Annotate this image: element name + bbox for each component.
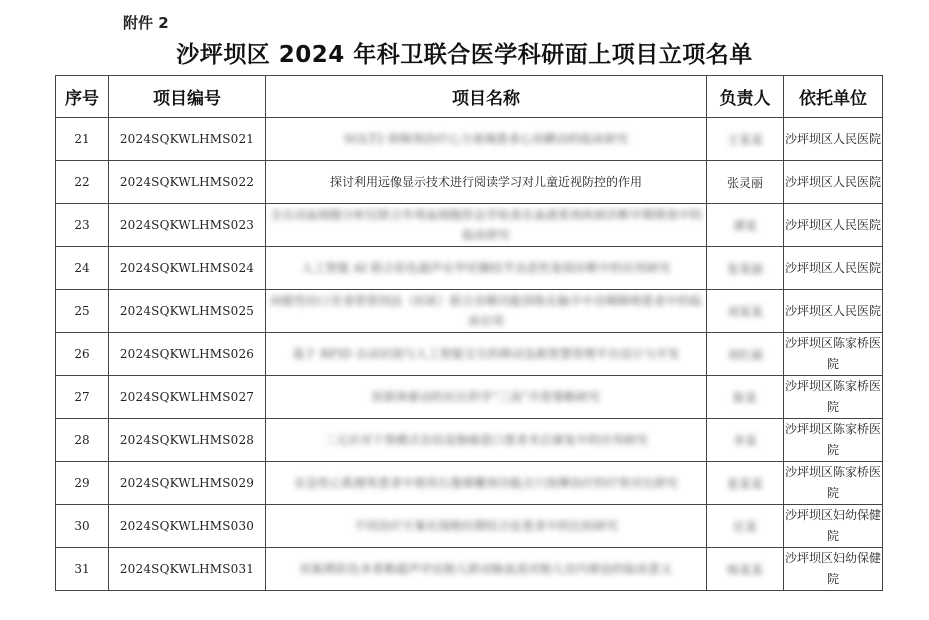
row-code-cell: [109, 419, 266, 462]
row-project-name-text: 间歇性经口至食管管饲法（IOE）联合吞咽功能训练在脑卒中吞咽障碍患者中的临床应用: [270, 294, 702, 328]
row-seq-text: 31: [74, 562, 90, 576]
table-header-row: [56, 76, 883, 118]
row-leader-text: 杨某某: [726, 562, 763, 577]
project-list-table: [55, 75, 883, 591]
row-project-name-text: 医联体驱动的社区药学“三高”共管策略研究: [371, 390, 601, 404]
row-unit-cell: [784, 161, 883, 204]
row-project-name-cell: [266, 419, 707, 462]
row-unit-text: 沙坪坝区人民医院: [784, 217, 881, 232]
row-project-name-cell: [266, 290, 707, 333]
row-project-name-text: 基于 RFID 自动识别与人工智能交互的移动急救智慧管理平台设计与开发: [292, 347, 680, 361]
row-unit-cell: [784, 247, 883, 290]
row-seq-cell: [56, 118, 109, 161]
row-leader-cell: [707, 118, 784, 161]
row-unit-text: 沙坪坝区人民医院: [784, 260, 881, 275]
row-leader-cell: [707, 462, 784, 505]
row-code-text: 2024SQKWLHMS030: [119, 519, 255, 533]
table-row: [56, 333, 883, 376]
row-unit-text: 沙坪坝区人民医院: [784, 174, 881, 189]
row-leader-text: 刘红丽: [726, 347, 763, 362]
row-seq-text: 22: [74, 175, 90, 189]
attachment-label: 附件 2: [123, 14, 169, 32]
row-unit-text: 沙坪坝区陈家桥医院: [784, 336, 881, 371]
row-seq-text: 27: [74, 390, 90, 404]
table-row: [56, 419, 883, 462]
row-project-name-cell: [266, 161, 707, 204]
row-leader-text: 张灵丽: [726, 175, 763, 190]
row-seq-cell: [56, 548, 109, 591]
row-code-text: 2024SQKWLHMS026: [119, 347, 255, 361]
row-code-text: 2024SQKWLHMS031: [119, 562, 255, 576]
row-code-cell: [109, 247, 266, 290]
row-code-text: 2024SQKWLHMS029: [119, 476, 255, 490]
row-unit-cell: [784, 118, 883, 161]
row-project-name-cell: [266, 247, 707, 290]
row-code-cell: [109, 548, 266, 591]
row-unit-cell: [784, 290, 883, 333]
table-row: [56, 376, 883, 419]
row-code-text: 2024SQKWLHMS028: [119, 433, 255, 447]
row-code-text: 2024SQKWLHMS025: [119, 304, 255, 318]
row-project-name-text: 在急性心肌梗死患者中使用石墨烯雕刻功能点穴按摩治疗的疗效对比研究: [293, 476, 678, 490]
row-code-cell: [109, 376, 266, 419]
row-leader-text: 任某: [732, 519, 757, 534]
row-project-name-cell: [266, 333, 707, 376]
row-unit-text: 沙坪坝区陈家桥医院: [784, 422, 881, 457]
row-seq-text: 21: [74, 132, 90, 146]
row-unit-text: 沙坪坝区人民医院: [784, 303, 881, 318]
header-name: 项目名称: [266, 76, 707, 118]
row-seq-cell: [56, 505, 109, 548]
row-seq-cell: [56, 204, 109, 247]
row-project-name-text: 人工智能 AI 联合彩色超声在甲状腺结节良恶性鉴别诊断中的应用研究: [301, 261, 671, 275]
row-unit-cell: [784, 548, 883, 591]
row-seq-cell: [56, 419, 109, 462]
row-leader-text: 张某某: [726, 476, 763, 491]
table-row: [56, 548, 883, 591]
row-leader-cell: [707, 161, 784, 204]
row-seq-text: 24: [74, 261, 90, 275]
table-row: [56, 247, 883, 290]
row-project-name-cell: [266, 548, 707, 591]
row-seq-text: 25: [74, 304, 90, 318]
document-title: 沙坪坝区 2024 年科卫联合医学科研面上项目立项名单: [176, 42, 753, 68]
row-code-cell: [109, 290, 266, 333]
header-seq: 序号: [56, 76, 109, 118]
row-seq-text: 30: [74, 519, 90, 533]
row-project-name-cell: [266, 505, 707, 548]
row-unit-cell: [784, 505, 883, 548]
table-row: [56, 161, 883, 204]
row-leader-cell: [707, 333, 784, 376]
row-leader-cell: [707, 419, 784, 462]
row-seq-text: 28: [74, 433, 90, 447]
row-seq-cell: [56, 161, 109, 204]
row-leader-text: 李某: [732, 433, 757, 448]
row-unit-text: 沙坪坝区陈家桥医院: [784, 379, 881, 414]
row-project-name-cell: [266, 462, 707, 505]
row-unit-text: 沙坪坝区陈家桥医院: [784, 465, 881, 500]
row-code-text: 2024SQKWLHMS022: [119, 175, 255, 189]
row-unit-cell: [784, 376, 883, 419]
row-project-name-cell: [266, 376, 707, 419]
row-code-cell: [109, 462, 266, 505]
row-seq-cell: [56, 247, 109, 290]
row-code-cell: [109, 505, 266, 548]
row-code-text: 2024SQKWLHMS024: [119, 261, 255, 275]
row-code-text: 2024SQKWLHMS027: [119, 390, 255, 404]
row-code-text: 2024SQKWLHMS023: [119, 218, 255, 232]
row-seq-cell: [56, 333, 109, 376]
row-project-name-text: 二元应对干预模式在结直肠癌造口患者术后康复中的应用研究: [323, 433, 648, 447]
row-seq-text: 26: [74, 347, 90, 361]
row-seq-cell: [56, 376, 109, 419]
row-unit-cell: [784, 333, 883, 376]
row-leader-cell: [707, 548, 784, 591]
table-row: [56, 204, 883, 247]
row-unit-cell: [784, 462, 883, 505]
row-project-name-text: SGLT2 抑制剂治疗心力衰竭患者心房颤动的临床研究: [343, 132, 629, 146]
row-leader-text: 陈某: [732, 390, 757, 405]
table-row: [56, 462, 883, 505]
table-row: [56, 290, 883, 333]
row-project-name-cell: [266, 118, 707, 161]
row-leader-cell: [707, 247, 784, 290]
row-project-name-text: 全自动血细胞分析仪联合外周血细胞形态学检查在血液系统疾病诊断早期筛查中的临床研究: [269, 208, 702, 242]
header-code: 项目编号: [109, 76, 266, 118]
row-seq-cell: [56, 462, 109, 505]
row-code-cell: [109, 118, 266, 161]
row-unit-cell: [784, 419, 883, 462]
row-unit-cell: [784, 204, 883, 247]
row-seq-cell: [56, 290, 109, 333]
row-leader-cell: [707, 290, 784, 333]
row-leader-cell: [707, 204, 784, 247]
row-project-name-cell: [266, 204, 707, 247]
row-leader-text: 刘某某: [726, 304, 763, 319]
row-seq-text: 29: [74, 476, 90, 490]
row-leader-text: 王某某: [726, 132, 763, 147]
row-code-text: 2024SQKWLHMS021: [119, 132, 255, 146]
row-seq-text: 23: [74, 218, 90, 232]
row-project-name-text: 妊娠期彩色多普勒超声评估胎儿脐动脉血流对胎儿宫内窘迫的临床意义: [299, 562, 672, 576]
row-code-cell: [109, 333, 266, 376]
row-leader-cell: [707, 376, 784, 419]
row-code-cell: [109, 204, 266, 247]
table-row: [56, 118, 883, 161]
row-leader-cell: [707, 505, 784, 548]
row-leader-text: 张某丽: [726, 261, 763, 276]
row-leader-text: 谭某: [732, 218, 757, 233]
header-unit: 依托单位: [784, 76, 883, 118]
row-unit-text: 沙坪坝区妇幼保健院: [784, 551, 881, 586]
row-project-name-text: 探讨利用远像显示技术进行阅读学习对儿童近视防控的作用: [329, 175, 642, 189]
row-unit-text: 沙坪坝区妇幼保健院: [784, 508, 881, 543]
row-code-cell: [109, 161, 266, 204]
row-project-name-text: 不同治疗方案在围绝经期综合征患者中的比较研究: [353, 519, 618, 533]
header-leader: 负责人: [707, 76, 784, 118]
row-unit-text: 沙坪坝区人民医院: [784, 131, 881, 146]
table-body: [56, 118, 883, 591]
table-row: [56, 505, 883, 548]
